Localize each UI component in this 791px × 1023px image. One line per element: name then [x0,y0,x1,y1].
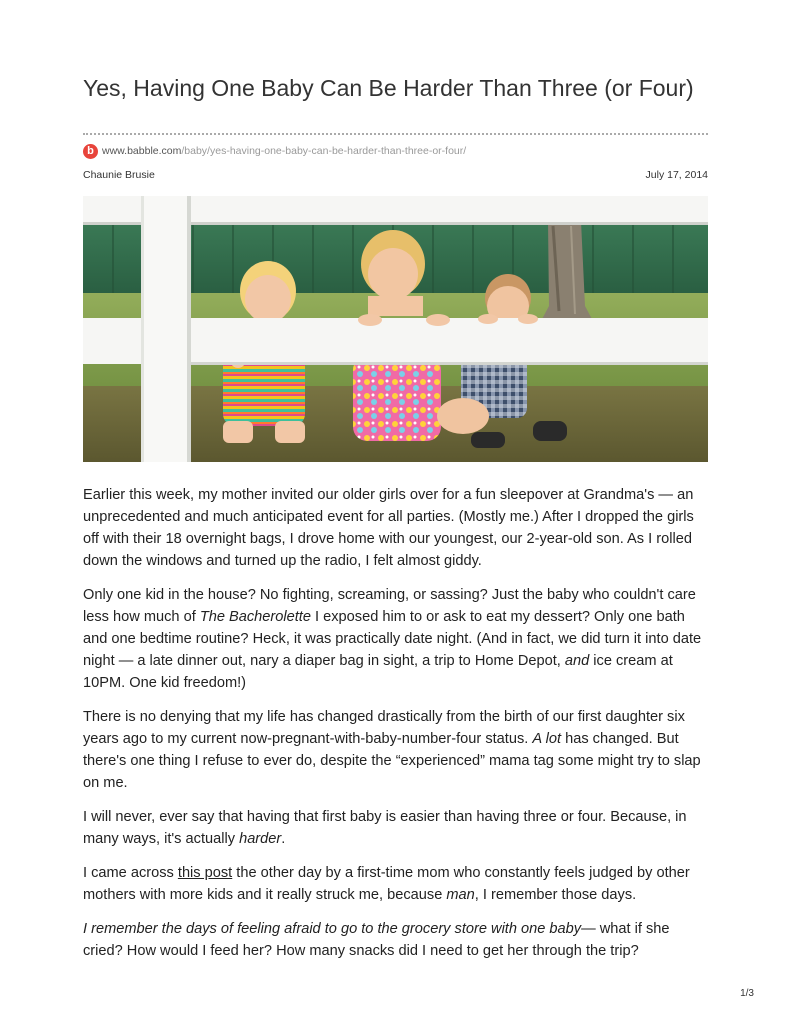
dotted-divider [83,133,708,135]
this-post-link[interactable]: this post [177,865,233,881]
babble-logo-icon: b [83,144,98,159]
show-title: The Bacherolette [199,609,311,625]
article-body [83,484,708,974]
paragraph-2: Only one kid in the house? No fighting, screaming, or sassing? Just the baby who couldn't care less how much of The Bacherolette I exposed him to or ask to eat my dessert? Only one bath and one bedtime routine? Heck, it was practically date night. (And in fact, we did turn it into date night — a late dinner out, nary a diaper bag in sight, a trip to Home Depot, and ice cream at 10PM. One kid freedom!) [83,587,702,691]
paragraph-6: I remember the days of feeling afraid to go to the grocery store with one baby— what if she cried? How would I feed her? How many snacks did I need to get her through the trip? [83,921,670,959]
byline [83,169,708,181]
source-line [83,143,466,159]
source-path: /baby/yes-having-one-baby-can-be-harder-than-three-or-four/ [181,145,467,157]
page-number: 1/3 [740,988,754,999]
paragraph-1: Earlier this week, my mother invited our older girls over for a fun sleepover at Grandma's — an unprecedented and much anticipated event for all parties. (Mostly me.) After I dropped the girls off with their 18 overnight bags, I drove home with our youngest, our 2-year-old son. As I rolled down the windows and turned up the radio, I felt almost giddy. [83,487,694,569]
source-domain: www.babble.com [102,145,182,157]
paragraph-4: I will never, ever say that having that first baby is easier than having three or four. Because, in many ways, it's actually harder. [83,809,687,847]
source-url-link[interactable] [102,145,466,157]
paragraph-5: I came across this post the other day by a first-time mom who constantly feels judged by other mothers with more kids and it really struck me, because man, I remember those days. [83,865,690,903]
paragraph-3: There is no denying that my life has changed drastically from the birth of our first daughter six years ago to my current now-pregnant-with-baby-number-four status. A lot has changed. But there's one thing I refuse to ever do, despite the “experienced” mama tag some might try to slap on me. [83,709,701,791]
hero-image [83,196,708,462]
article-title: Yes, Having One Baby Can Be Harder Than Three (or Four) [83,75,694,101]
author-name: Chaunie Brusie [83,169,155,181]
publish-date: July 17, 2014 [645,169,708,181]
